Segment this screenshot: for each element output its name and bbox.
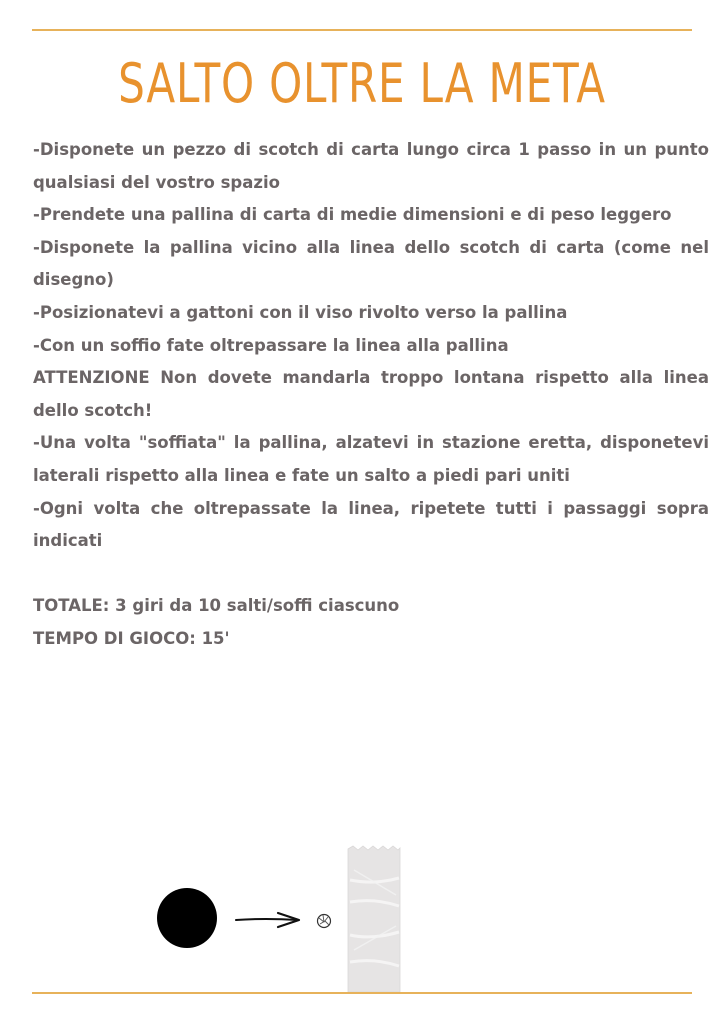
instruction-item: -Posizionatevi a gattoni con il viso rivolto verso la pallina xyxy=(33,302,568,322)
instruction-item: -Prendete una pallina di carta di medie dimensioni e di peso leggero xyxy=(33,205,672,225)
summary-tempo: TEMPO DI GIOCO: 15' xyxy=(33,628,230,648)
top-divider xyxy=(32,29,692,31)
bottom-divider xyxy=(32,992,692,994)
spacer xyxy=(33,558,709,591)
paper-ball-icon xyxy=(318,915,331,928)
game-illustration xyxy=(150,840,410,995)
instruction-item: -Disponete la pallina vicino alla linea dello scotch di carta (come nel disegno) xyxy=(33,237,709,290)
instruction-item: -Disponete un pezzo di scotch di carta lungo circa 1 passo in un punto qualsiasi del vostro spazio xyxy=(33,140,709,192)
summary-totale: TOTALE: 3 giri da 10 salti/soffi ciascuno xyxy=(33,596,400,616)
instruction-item: ATTENZIONE Non dovete mandarla troppo lontana rispetto alla linea dello scotch! xyxy=(33,368,709,420)
instruction-item: -Una volta "soffiata" la pallina, alzatevi in stazione eretta, disponetevi laterali rispetto alla linea e fate un salto a piedi pari uniti xyxy=(33,433,709,485)
instructions-block xyxy=(33,134,709,656)
paper-tape-icon xyxy=(348,846,400,992)
arrow-right-icon xyxy=(236,913,299,927)
black-circle-icon xyxy=(157,888,217,948)
instruction-item: -Con un soffio fate oltrepassare la linea alla pallina xyxy=(33,335,509,355)
page-title: SALTO OLTRE LA META xyxy=(118,52,606,115)
instruction-item: -Ogni volta che oltrepassate la linea, ripetete tutti i passaggi sopra indicati xyxy=(33,498,709,551)
